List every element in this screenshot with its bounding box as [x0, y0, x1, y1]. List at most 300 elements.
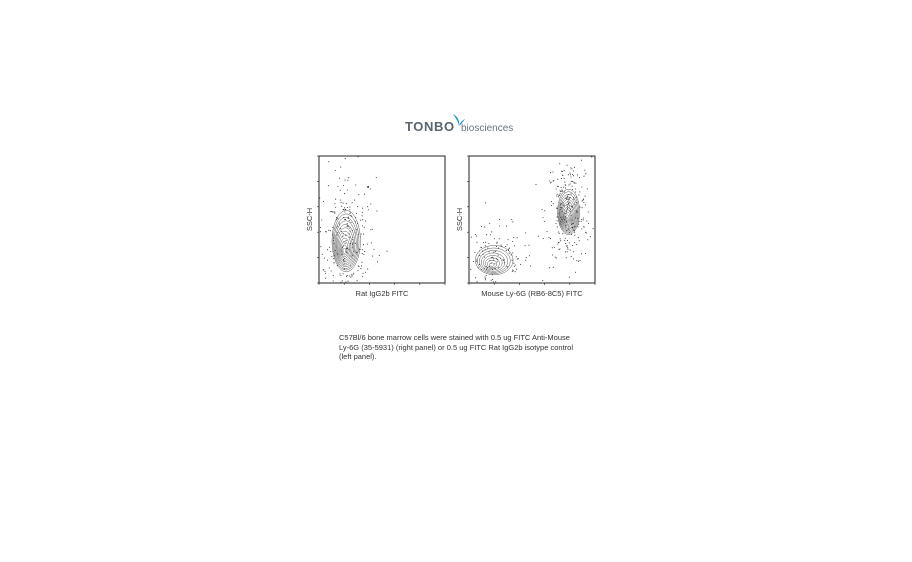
- event-dot: [574, 183, 575, 184]
- event-dot: [568, 174, 569, 175]
- event-dot: [363, 273, 364, 274]
- event-dot: [571, 168, 572, 169]
- event-dot: [361, 262, 362, 263]
- event-dot: [557, 226, 558, 227]
- event-dot: [362, 225, 363, 226]
- event-dot: [517, 237, 518, 238]
- event-dot: [335, 199, 336, 200]
- event-dot: [560, 191, 561, 192]
- event-dot: [544, 210, 545, 211]
- event-dot: [344, 286, 345, 287]
- event-dot: [555, 223, 556, 224]
- event-dot: [362, 212, 363, 213]
- event-dot: [566, 257, 567, 258]
- event-dot: [346, 203, 347, 204]
- event-dot: [575, 188, 576, 189]
- event-dot: [361, 265, 362, 266]
- event-dot: [581, 221, 582, 222]
- event-dot: [486, 234, 487, 235]
- event-dot: [343, 273, 344, 274]
- event-dot: [567, 251, 568, 252]
- event-dot: [333, 258, 334, 259]
- event-dot: [363, 305, 364, 306]
- event-dot: [508, 239, 509, 240]
- event-dot: [557, 179, 558, 180]
- event-dot: [493, 281, 494, 282]
- event-dot: [564, 182, 565, 183]
- event-dot: [476, 235, 477, 236]
- event-dot: [345, 243, 346, 244]
- event-dot: [516, 256, 517, 257]
- event-dot: [333, 280, 334, 281]
- event-dot: [459, 237, 460, 238]
- event-dot: [365, 221, 366, 222]
- event-dot: [340, 200, 341, 201]
- event-dot: [324, 258, 325, 259]
- event-dot: [335, 207, 336, 208]
- event-dot: [495, 251, 496, 252]
- event-dot: [556, 188, 557, 189]
- event-dot: [512, 285, 513, 286]
- event-dot: [329, 247, 330, 248]
- event-dot: [588, 223, 589, 224]
- event-dot: [535, 184, 536, 185]
- event-dot: [567, 240, 568, 241]
- event-dot: [553, 180, 554, 181]
- event-dot: [484, 227, 485, 228]
- event-dot: [564, 191, 565, 192]
- event-dot: [330, 325, 331, 326]
- event-dot: [316, 255, 317, 256]
- event-dot: [583, 219, 584, 220]
- event-dot: [342, 236, 343, 237]
- event-dot: [321, 219, 322, 220]
- event-dot: [328, 290, 329, 291]
- event-dot: [559, 233, 560, 234]
- event-dot: [323, 201, 324, 202]
- event-dot: [572, 189, 573, 190]
- event-dot: [552, 171, 553, 172]
- event-dot: [371, 287, 372, 288]
- event-dot: [558, 242, 559, 243]
- event-dot: [348, 177, 349, 178]
- event-dot: [557, 220, 558, 221]
- event-dot: [455, 292, 456, 293]
- event-dot: [575, 272, 576, 273]
- event-dot: [584, 226, 585, 227]
- event-dot: [323, 292, 324, 293]
- event-dot: [465, 262, 466, 263]
- event-dot: [509, 248, 510, 249]
- event-dot: [303, 232, 304, 233]
- event-dot: [345, 209, 346, 210]
- event-dot: [562, 171, 563, 172]
- event-dot: [335, 286, 336, 287]
- event-dot: [578, 194, 579, 195]
- event-dot: [370, 229, 371, 230]
- event-dot: [330, 251, 331, 252]
- event-dot: [377, 261, 378, 262]
- event-dot: [354, 200, 355, 201]
- event-dot: [331, 211, 332, 212]
- event-dot: [342, 280, 343, 281]
- event-dot: [591, 157, 592, 158]
- event-dot: [481, 226, 482, 227]
- event-dot: [520, 264, 521, 265]
- event-dot: [484, 277, 485, 278]
- event-dot: [485, 202, 486, 203]
- event-dot: [525, 260, 526, 261]
- event-dot: [567, 197, 568, 198]
- event-dot: [575, 191, 576, 192]
- event-dot: [542, 209, 543, 210]
- event-dot: [371, 242, 372, 243]
- event-dot: [576, 244, 577, 245]
- event-dot: [320, 246, 321, 247]
- event-dot: [347, 223, 348, 224]
- event-dot: [479, 255, 480, 256]
- event-dot: [483, 242, 484, 243]
- event-dot: [491, 231, 492, 232]
- event-dot: [585, 173, 586, 174]
- event-dot: [331, 270, 332, 271]
- event-dot: [560, 193, 561, 194]
- event-dot: [565, 238, 566, 239]
- event-dot: [563, 154, 564, 155]
- event-dot: [467, 291, 468, 292]
- event-dot: [556, 195, 557, 196]
- event-dot: [347, 180, 348, 181]
- event-dot: [570, 176, 571, 177]
- event-dot: [577, 174, 578, 175]
- event-dot: [320, 231, 321, 232]
- event-dot: [528, 245, 529, 246]
- caption-line: (left panel).: [339, 352, 377, 361]
- event-dot: [346, 276, 347, 277]
- event-dot: [543, 238, 544, 239]
- event-dot: [558, 196, 559, 197]
- event-dot: [345, 282, 346, 283]
- event-dot: [339, 273, 340, 274]
- event-dot: [465, 280, 466, 281]
- event-dot: [325, 273, 326, 274]
- event-dot: [565, 188, 566, 189]
- event-dot: [331, 318, 332, 319]
- event-dot: [324, 271, 325, 272]
- event-dot: [574, 235, 575, 236]
- event-dot: [585, 253, 586, 254]
- event-dot: [525, 245, 526, 246]
- event-dot: [327, 260, 328, 261]
- event-dot: [525, 232, 526, 233]
- event-dot: [367, 206, 368, 207]
- event-dot: [503, 260, 504, 261]
- event-dot: [345, 235, 346, 236]
- event-dot: [496, 246, 497, 247]
- event-dot: [494, 238, 495, 239]
- event-dot: [506, 250, 507, 251]
- event-dot: [492, 279, 493, 280]
- event-dot: [530, 265, 531, 266]
- event-dot: [471, 237, 472, 238]
- event-dot: [569, 277, 570, 278]
- event-dot: [513, 237, 514, 238]
- event-dot: [558, 186, 559, 187]
- event-dot: [579, 240, 580, 241]
- event-dot: [556, 208, 557, 209]
- event-dot: [477, 281, 478, 282]
- isotype-control-plot: [300, 150, 450, 300]
- event-dot: [538, 304, 539, 305]
- event-dot: [586, 220, 587, 221]
- event-dot: [514, 245, 515, 246]
- event-dot: [500, 245, 501, 246]
- event-dot: [463, 270, 464, 271]
- y-axis-label: SSC-H: [305, 207, 314, 232]
- event-dot: [486, 306, 487, 307]
- event-dot: [339, 178, 340, 179]
- event-dot: [334, 292, 335, 293]
- event-dot: [357, 280, 358, 281]
- event-dot: [362, 219, 363, 220]
- event-dot: [581, 160, 582, 161]
- event-dot: [518, 258, 519, 259]
- event-dot: [579, 191, 580, 192]
- event-dot: [349, 275, 350, 276]
- event-dot: [557, 194, 558, 195]
- event-dot: [342, 289, 343, 290]
- event-dot: [513, 263, 514, 264]
- event-dot: [512, 221, 513, 222]
- event-dot: [350, 277, 351, 278]
- event-dot: [567, 208, 568, 209]
- event-dot: [570, 174, 571, 175]
- event-dot: [550, 238, 551, 239]
- y-axis-label: SSC-H: [455, 207, 464, 232]
- event-dot: [347, 275, 348, 276]
- event-dot: [329, 267, 330, 268]
- event-dot: [332, 211, 333, 212]
- event-dot: [582, 200, 583, 201]
- event-dot: [352, 202, 353, 203]
- event-dot: [494, 263, 495, 264]
- event-dot: [294, 198, 295, 199]
- event-dot: [512, 241, 513, 242]
- event-dot: [315, 260, 316, 261]
- event-dot: [573, 170, 574, 171]
- event-dot: [452, 261, 453, 262]
- event-dot: [565, 251, 566, 252]
- event-dot: [349, 213, 350, 214]
- event-dot: [337, 226, 338, 227]
- event-dot: [511, 219, 512, 220]
- event-dot: [356, 314, 357, 315]
- logo-brand-text: TONBO: [405, 119, 455, 134]
- event-dot: [319, 198, 320, 199]
- event-dot: [364, 227, 365, 228]
- event-dot: [323, 269, 324, 270]
- event-dot: [360, 220, 361, 221]
- event-dot: [348, 226, 349, 227]
- event-dot: [328, 185, 329, 186]
- event-dot: [526, 257, 527, 258]
- event-dot: [362, 249, 363, 250]
- event-dot: [347, 281, 348, 282]
- event-dot: [498, 255, 499, 256]
- event-dot: [353, 290, 354, 291]
- event-dot: [473, 319, 474, 320]
- event-dot: [352, 243, 353, 244]
- event-dot: [367, 186, 368, 187]
- event-dot: [561, 187, 562, 188]
- event-dot: [341, 202, 342, 203]
- event-dot: [344, 207, 345, 208]
- event-dot: [507, 266, 508, 267]
- event-dot: [462, 265, 463, 266]
- event-dot: [506, 226, 507, 227]
- event-dot: [581, 228, 582, 229]
- event-dot: [559, 248, 560, 249]
- event-dot: [575, 183, 576, 184]
- event-dot: [490, 234, 491, 235]
- event-dot: [358, 265, 359, 266]
- event-dot: [590, 236, 591, 237]
- event-dot: [560, 238, 561, 239]
- event-dot: [572, 181, 573, 182]
- event-dot: [485, 279, 486, 280]
- event-dot: [339, 286, 340, 287]
- event-dot: [505, 246, 506, 247]
- event-dot: [568, 198, 569, 199]
- event-dot: [579, 177, 580, 178]
- event-dot: [364, 194, 365, 195]
- event-dot: [561, 178, 562, 179]
- event-dot: [331, 256, 332, 257]
- event-dot: [345, 158, 346, 159]
- event-dot: [562, 320, 563, 321]
- event-dot: [376, 211, 377, 212]
- event-dot: [499, 219, 500, 220]
- event-dot: [572, 186, 573, 187]
- event-dot: [587, 239, 588, 240]
- event-dot: [475, 296, 476, 297]
- event-dot: [567, 249, 568, 250]
- event-dot: [351, 274, 352, 275]
- event-dot: [570, 167, 571, 168]
- event-dot: [359, 316, 360, 317]
- event-dot: [497, 242, 498, 243]
- event-dot: [542, 217, 543, 218]
- event-dot: [475, 234, 476, 235]
- event-dot: [332, 285, 333, 286]
- event-dot: [499, 238, 500, 239]
- event-dot: [330, 230, 331, 231]
- event-dot: [358, 194, 359, 195]
- event-dot: [569, 173, 570, 174]
- event-dot: [357, 206, 358, 207]
- event-dot: [493, 252, 494, 253]
- event-dot: [571, 256, 572, 257]
- event-dot: [368, 209, 369, 210]
- event-dot: [587, 188, 588, 189]
- event-dot: [578, 237, 579, 238]
- event-dot: [474, 252, 475, 253]
- event-dot: [316, 243, 317, 244]
- event-dot: [565, 185, 566, 186]
- event-dot: [343, 203, 344, 204]
- event-dot: [562, 190, 563, 191]
- event-dot: [553, 267, 554, 268]
- event-dot: [596, 193, 597, 194]
- event-dot: [470, 269, 471, 270]
- event-dot: [372, 229, 373, 230]
- event-dot: [360, 268, 361, 269]
- event-dot: [569, 205, 570, 206]
- event-dot: [572, 174, 573, 175]
- event-dot: [497, 285, 498, 286]
- event-dot: [315, 195, 316, 196]
- event-dot: [365, 272, 366, 273]
- event-dot: [340, 275, 341, 276]
- event-dot: [334, 262, 335, 263]
- event-dot: [335, 170, 336, 171]
- event-dot: [573, 258, 574, 259]
- event-dot: [582, 207, 583, 208]
- event-dot: [333, 275, 334, 276]
- event-dot: [558, 249, 559, 250]
- event-dot: [364, 251, 365, 252]
- event-dot: [314, 271, 315, 272]
- event-dot: [352, 274, 353, 275]
- event-dot: [340, 282, 341, 283]
- event-dot: [562, 175, 563, 176]
- event-dot: [494, 298, 495, 299]
- event-dot: [345, 180, 346, 181]
- event-dot: [572, 245, 573, 246]
- event-dot: [554, 247, 555, 248]
- event-dot: [572, 145, 573, 146]
- event-dot: [345, 219, 346, 220]
- event-dot: [512, 260, 513, 261]
- event-dot: [581, 253, 582, 254]
- event-dot: [356, 213, 357, 214]
- event-dot: [552, 254, 553, 255]
- event-dot: [552, 247, 553, 248]
- event-dot: [346, 226, 347, 227]
- event-dot: [481, 247, 482, 248]
- event-dot: [353, 273, 354, 274]
- event-dot: [559, 163, 560, 164]
- event-dot: [362, 276, 363, 277]
- event-dot: [542, 280, 543, 281]
- event-dot: [337, 284, 338, 285]
- event-dot: [347, 189, 348, 190]
- event-dot: [334, 213, 335, 214]
- event-dot: [370, 299, 371, 300]
- event-dot: [585, 204, 586, 205]
- event-dot: [573, 175, 574, 176]
- event-dot: [558, 231, 559, 232]
- event-dot: [362, 215, 363, 216]
- event-dot: [341, 231, 342, 232]
- event-dot: [340, 190, 341, 191]
- event-dot: [316, 267, 317, 268]
- event-dot: [581, 186, 582, 187]
- event-dot: [566, 211, 567, 212]
- event-dot: [565, 243, 566, 244]
- event-dot: [495, 281, 496, 282]
- event-dot: [514, 266, 515, 267]
